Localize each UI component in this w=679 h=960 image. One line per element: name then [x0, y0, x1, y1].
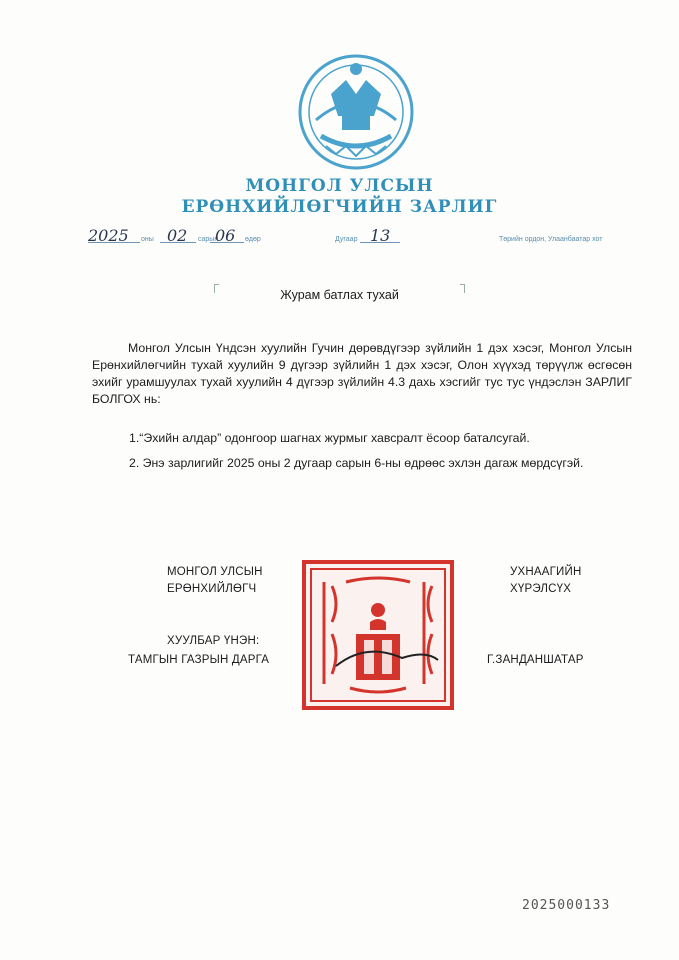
decree-item-2: 2. Энэ зарлигийг 2025 оны 2 дугаар сарын 6-ны өдрөөс эхлэн дагаж мөрдсүгэй. [129, 456, 584, 470]
day-label: өдөр [245, 236, 261, 243]
signatory-name: Г.ЗАНДАНШАТАР [487, 654, 584, 666]
month-underline [160, 242, 196, 243]
year-underline [88, 242, 140, 243]
signatory-line-2: ЕРӨНХИЙЛӨГЧ [167, 583, 257, 595]
certification-line-2: ТАМГЫН ГАЗРЫН ДАРГА [128, 654, 270, 666]
date-year: 2025 [88, 226, 129, 245]
seal-stamp [302, 560, 454, 710]
signatory-line-1: МОНГОЛ УЛСЫН [167, 566, 263, 578]
right-signatory-line-2: ХҮРЭЛСҮХ [510, 583, 572, 595]
serial-number: 2025000133 [522, 898, 611, 913]
number-underline [360, 242, 400, 243]
year-label: оны [141, 236, 154, 243]
day-underline [210, 242, 244, 243]
header-line-2: ЕРӨНХИЙЛӨГЧИЙН ЗАРЛИГ [181, 197, 498, 217]
right-signatory-line-1: УХНААГИЙН [510, 566, 582, 578]
header-line-1: МОНГОЛ УЛСЫН [245, 176, 434, 196]
number-label: Дугаар [335, 236, 358, 243]
date-day: 06 [215, 226, 236, 245]
preamble [92, 340, 632, 408]
decree-item-1: 1.“Эхийн алдар” одонгоор шагнах журмыг хавсралт ёсоор баталсугай. [129, 431, 530, 445]
certification-line-1: ХУУЛБАР ҮНЭН: [167, 635, 260, 647]
decree-number: 13 [370, 226, 391, 245]
place: Төрийн ордон, Улаанбаатар хот [499, 236, 603, 243]
date-month: 02 [167, 226, 188, 245]
month-label: сарын [198, 236, 219, 243]
preamble-text: Монгол Улсын Үндсэн хуулийн Гучин дөрөвдүгээр зүйлийн 1 дэх хэсэг, Монгол Улсын Ерөнхийлөгчийн тухай хуулийн 9 дүгээр зүйлийн 1 дэх хэсэг, Олон хүүхэд төрүүлж өсгөсөн эхийг урамшуулах тухай хуулийн 4 дүгээр зүйлийн 4.3 дахь хэсгийг тус тус үндэслэн ЗАРЛИГ БОЛГОХ нь: [92, 341, 632, 406]
decree-title: Журам батлах тухай [280, 288, 399, 302]
state-emblem-icon [296, 52, 416, 172]
seal-emblem-icon [306, 564, 450, 706]
